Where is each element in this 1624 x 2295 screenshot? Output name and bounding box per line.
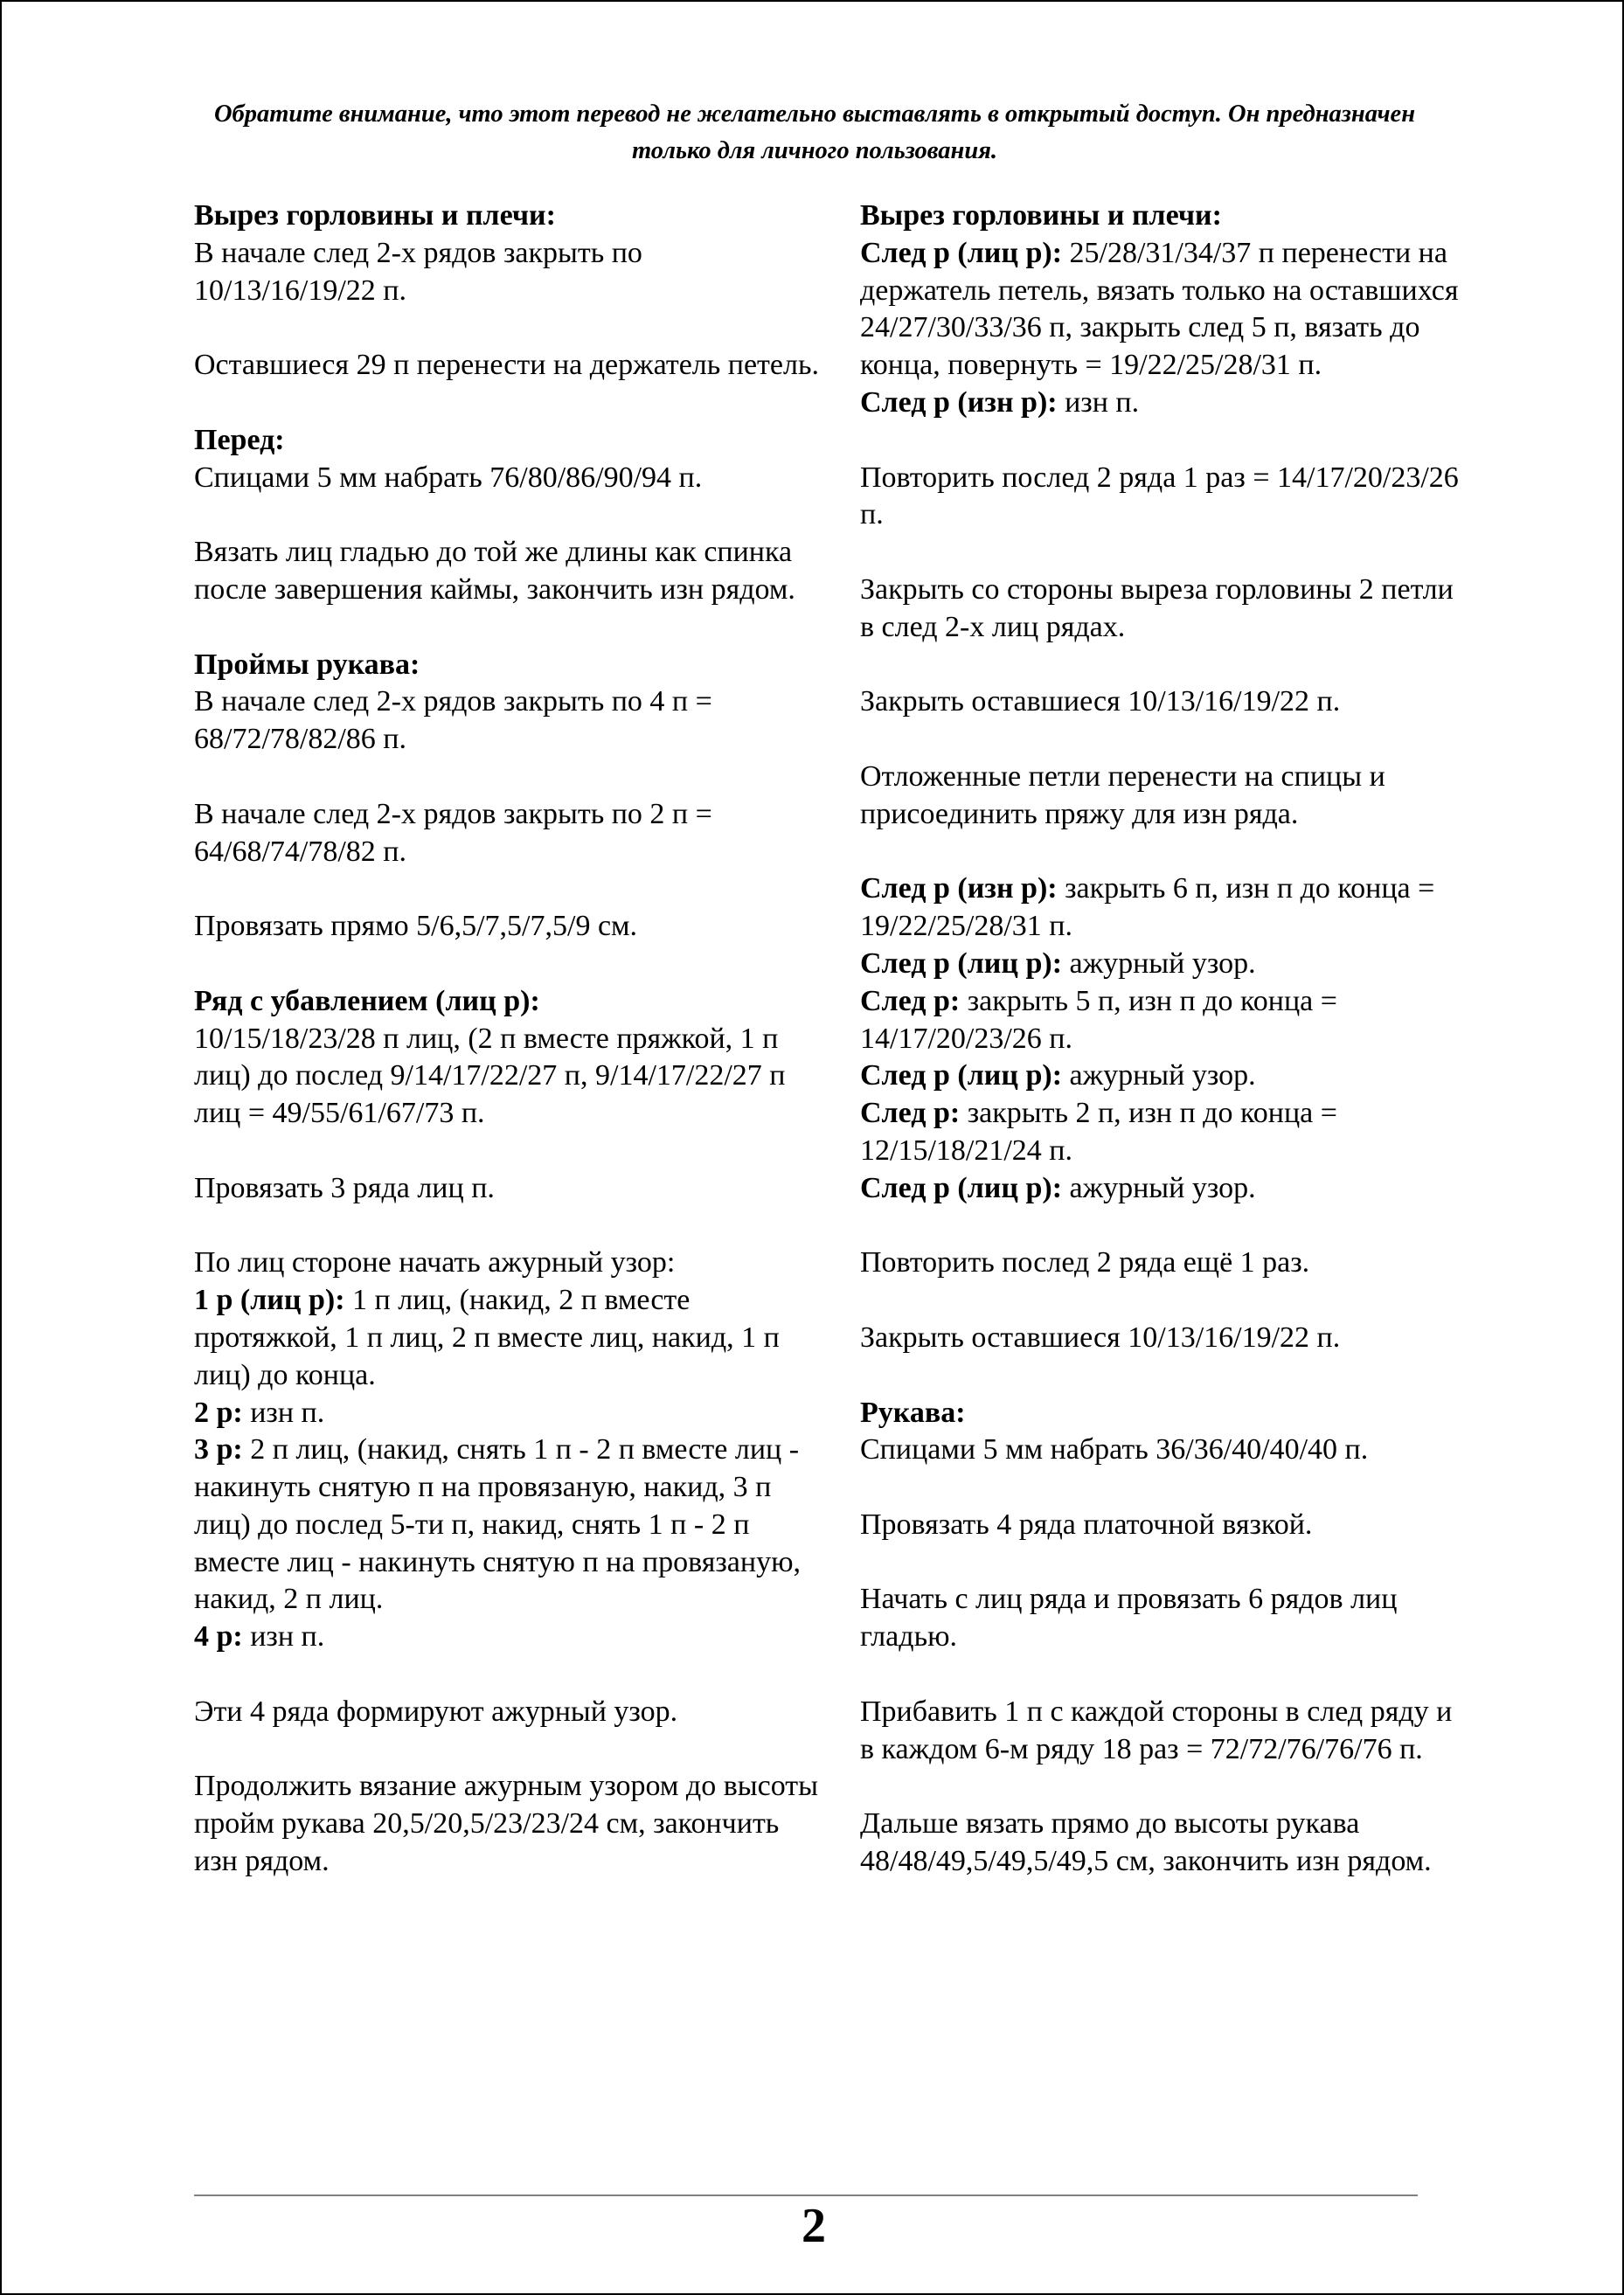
row-label: След р (лиц р): <box>860 236 1063 269</box>
instruction-text: Прибавить 1 п с каждой стороны в след ряду и в каждом 6-м ряду 18 раз = 72/72/76/76/76 п. <box>860 1695 1453 1765</box>
instruction-text: Эти 4 ряда формируют ажурный узор. <box>194 1695 678 1728</box>
row-label: След р: <box>860 1097 961 1130</box>
notice-text: Обратите внимание, что этот перевод не желательно выставлять в открытый доступ. Он предназначен только для личного пользования. <box>213 101 1416 164</box>
instruction-text: Спицами 5 мм набрать 76/80/86/90/94 п. <box>194 461 703 494</box>
row-text: закрыть 6 п, изн п до конца = 19/22/25/28/31 п. <box>860 872 1435 943</box>
section-heading: Проймы рукава: <box>194 648 420 681</box>
instruction-text: Провязать 3 ряда лиц п. <box>194 1171 495 1204</box>
section-heading: Рукава: <box>860 1396 966 1429</box>
front-section <box>194 422 823 497</box>
instruction-text: В начале след 2-х рядов закрыть по 4 п = 68/72/78/82/86 п. <box>194 685 712 756</box>
row-text: изн п. <box>250 1620 325 1654</box>
row-text: изн п. <box>1065 385 1140 419</box>
instruction-text: Начать с лиц ряда и провязать 6 рядов лиц гладью. <box>860 1583 1398 1654</box>
neck-shoulders-section <box>194 198 823 309</box>
row-label: След р (изн р): <box>860 872 1058 905</box>
right-column <box>860 198 1463 1881</box>
row-text: ажурный узор. <box>1069 946 1256 980</box>
instruction-text: 10/15/18/23/28 п лиц, (2 п вместе пряжкой, 1 п лиц) до послед 9/14/17/22/27 п, 9/14/17/22/27 п лиц = 49/55/61/67/73 п. <box>194 1022 786 1130</box>
lace-pattern-section <box>194 1245 823 1656</box>
row-label: 2 р: <box>194 1396 243 1429</box>
row-label: След р (лиц р): <box>860 1059 1063 1092</box>
left-shoulder-rows <box>860 870 1463 1207</box>
instruction-text: По лиц стороне начать ажурный узор: <box>194 1246 676 1279</box>
armhole-section <box>194 647 823 759</box>
instruction-text: Закрыть со стороны выреза горловины 2 петли в след 2-х лиц рядах. <box>860 572 1454 643</box>
decrease-row-section <box>194 983 823 1133</box>
instruction-text: Вязать лиц гладью до той же длины как спинка после завершения каймы, закончить изн рядом. <box>194 536 795 606</box>
section-heading: Вырез горловины и плечи: <box>860 199 1222 232</box>
row-label: След р (лиц р): <box>860 1171 1063 1204</box>
page-number: 2 <box>802 2199 826 2253</box>
section-heading: Ряд с убавлением (лиц р): <box>194 984 540 1017</box>
sleeves-section <box>860 1395 1463 1470</box>
row-text: ажурный узор. <box>1069 1059 1256 1092</box>
neck-shoulders-right-section <box>860 198 1463 422</box>
instruction-text: В начале след 2-х рядов закрыть по 2 п = 64/68/74/78/82 п. <box>194 797 712 868</box>
instruction-text: Повторить послед 2 ряда 1 раз = 14/17/20/23/26 п. <box>860 461 1459 531</box>
row-label: 1 р (лиц р): <box>194 1284 345 1317</box>
instruction-text: Спицами 5 мм набрать 36/36/40/40/40 п. <box>860 1433 1369 1466</box>
row-text: ажурный узор. <box>1069 1171 1256 1204</box>
row-text: 2 п лиц, (накид, снять 1 п - 2 п вместе лиц - накинуть снятую п на провязаную, накид, 3 п лиц) до послед 5-ти п, накид, снять 1 п - 2 п вместе лиц - накинуть снятую п на провязаную, накид, 2 п лиц. <box>194 1433 801 1616</box>
row-label: След р (изн р): <box>860 385 1058 419</box>
row-label: 4 р: <box>194 1620 243 1654</box>
instruction-text: В начале след 2-х рядов закрыть по 10/13/16/19/22 п. <box>194 236 642 307</box>
instruction-text: Продолжить вязание ажурным узором до высоты пройм рукава 20,5/20,5/23/23/24 см, закончить изн рядом. <box>194 1770 818 1878</box>
instruction-text: Отложенные петли перенести на спицы и присоединить пряжу для изн ряда. <box>860 759 1385 830</box>
row-text: 1 п лиц, (накид, 2 п вместе протяжкой, 1 п лиц, 2 п вместе лиц, накид, 1 п лиц) до конца. <box>194 1284 780 1391</box>
instruction-text: Провязать прямо 5/6,5/7,5/7,5/9 см. <box>194 910 638 943</box>
row-text: закрыть 5 п, изн п до конца = 14/17/20/23/26 п. <box>860 984 1337 1055</box>
row-label: 3 р: <box>194 1433 243 1466</box>
row-text: 25/28/31/34/37 п перенести на держатель петель, вязать только на оставшихся 24/27/30/33/36 п, закрыть след 5 п, вязать до конца, повернуть = 19/22/25/28/31 п. <box>860 236 1459 382</box>
instruction-text: Закрыть оставшиеся 10/13/16/19/22 п. <box>860 1321 1341 1354</box>
instruction-text: Дальше вязать прямо до высоты рукава 48/48/49,5/49,5/49,5 см, закончить изн рядом. <box>860 1807 1432 1878</box>
left-column <box>194 198 823 1881</box>
instruction-text: Провязать 4 ряда платочной вязкой. <box>860 1508 1313 1541</box>
instruction-text: Оставшиеся 29 п перенести на держатель петель. <box>194 349 819 382</box>
instruction-text: Закрыть оставшиеся 10/13/16/19/22 п. <box>860 685 1341 718</box>
section-heading: Вырез горловины и плечи: <box>194 199 556 232</box>
row-label: След р (лиц р): <box>860 946 1063 980</box>
row-text: изн п. <box>250 1396 325 1429</box>
instruction-text: Повторить послед 2 ряда ещё 1 раз. <box>860 1246 1310 1279</box>
row-text: закрыть 2 п, изн п до конца = 12/15/18/21/24 п. <box>860 1097 1337 1167</box>
section-heading: Перед: <box>194 423 285 456</box>
row-label: След р: <box>860 984 961 1017</box>
